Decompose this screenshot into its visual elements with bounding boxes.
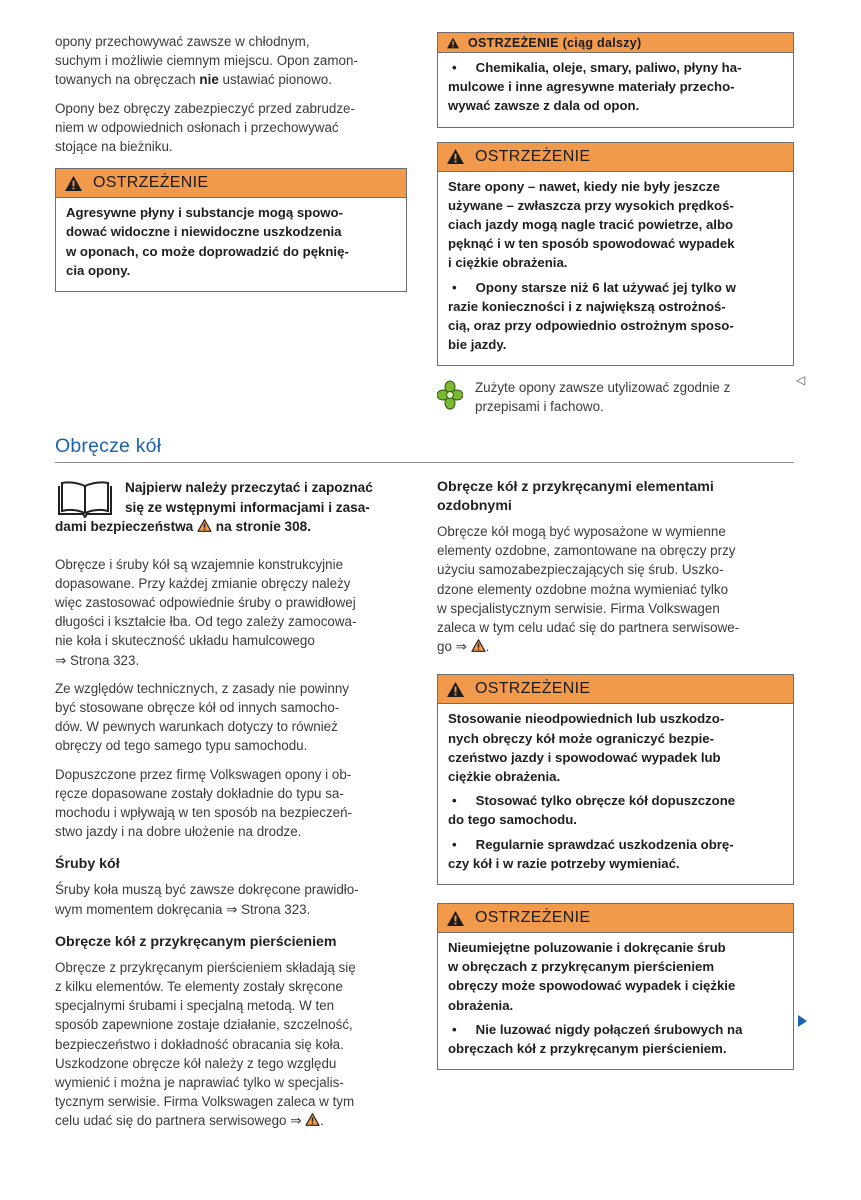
warning-body bbox=[438, 704, 793, 884]
text-line: ciach jazdy mogą nagle tracić powietrze, albo bbox=[448, 217, 734, 233]
text-line: długości i kształcie łba. Od tego zależy zamocowa- bbox=[55, 614, 357, 630]
tire-storage-paragraph bbox=[55, 32, 407, 90]
warning-triangle-icon bbox=[446, 37, 460, 49]
text-line: dopasowane. Przy każdej zmianie obręczy należy bbox=[55, 575, 351, 591]
text-line: stwo jazdy i na dobre ułożenie na drodze. bbox=[55, 824, 302, 840]
warning-header bbox=[438, 143, 793, 172]
warning-box-old-tires bbox=[437, 142, 794, 367]
warning-box-aggressive-fluids bbox=[55, 168, 407, 292]
warning-box-ring-bolts bbox=[437, 903, 794, 1070]
page-reference-link[interactable]: wym momentem dokręcania ⇒ Strona 323. bbox=[55, 901, 311, 917]
text-line bbox=[55, 519, 311, 534]
text-line: pęknąć i w ten sposób spowodować wypadek bbox=[448, 236, 735, 252]
warning-title: OSTRZEŻENIE bbox=[93, 174, 209, 192]
text-line: towanych na obręczach bbox=[55, 72, 200, 88]
text-line: Chemikalia, oleje, smary, paliwo, płyny ha- bbox=[475, 60, 742, 75]
warning-box-continued bbox=[437, 32, 794, 128]
text-line: Obręcze i śruby kół są wzajemnie konstrukcyjnie bbox=[55, 556, 344, 572]
warning-bullet bbox=[448, 278, 785, 355]
warning-triangle-icon[interactable] bbox=[197, 519, 212, 532]
text-line: Stosować tylko obręcze kół dopuszczone bbox=[475, 793, 736, 809]
text-line: ustawiać pionowo. bbox=[218, 72, 332, 88]
warning-bullet bbox=[448, 1020, 785, 1058]
wheel-bolts-heading: Śruby kół bbox=[55, 856, 120, 873]
open-book-icon bbox=[56, 480, 114, 518]
warning-body bbox=[438, 53, 793, 127]
warning-body bbox=[56, 198, 406, 291]
text-line: w obręczach z przykręcanym pierścieniem bbox=[448, 959, 715, 975]
text-line: Nie luzować nigdy połączeń śrubowych na bbox=[475, 1021, 743, 1037]
text-line: . bbox=[320, 1113, 324, 1129]
warning-bullet bbox=[448, 791, 785, 829]
text-line: Śruby koła muszą być zawsze dokręcone prawidło- bbox=[55, 882, 359, 898]
text-line: czeństwo jazdy i spowodować wypadek lub bbox=[448, 749, 721, 765]
text-line: bezpieczeństwo i dokładność obracania się koła. bbox=[55, 1036, 344, 1052]
text-line: sposób zapewnione zostaje działanie, szczelność, bbox=[55, 1017, 353, 1033]
text-line: obręczy od tego samego typu samochodu. bbox=[55, 738, 308, 754]
warning-triangle-icon bbox=[446, 681, 465, 698]
text-line: Stare opony – nawet, kiedy nie były jeszcze bbox=[448, 178, 720, 194]
text-line: się ze wstępnymi informacjami i zasa- bbox=[125, 499, 370, 515]
warning-triangle-icon[interactable] bbox=[471, 639, 486, 652]
warning-header-continued bbox=[438, 33, 793, 53]
decorative-elements-heading bbox=[437, 478, 794, 516]
warning-triangle-icon[interactable] bbox=[305, 1113, 320, 1126]
warning-triangle-icon bbox=[446, 910, 465, 927]
eco-flower-icon bbox=[437, 380, 463, 410]
environment-note bbox=[437, 378, 794, 416]
continue-arrow-icon bbox=[798, 1015, 807, 1027]
emphasis-not: nie bbox=[199, 72, 219, 88]
text-line: dować widoczne i niewidoczne uszkodzenia bbox=[66, 224, 342, 240]
environment-note-text bbox=[475, 378, 730, 416]
text-line: czy kół i w razie potrzeby wymieniać. bbox=[448, 855, 680, 871]
text-line: razie konieczności i z największą ostrożnoś- bbox=[448, 298, 726, 314]
text-line: nych obręczy kół może ograniczyć bezpie- bbox=[448, 730, 715, 746]
text-line: bie jazdy. bbox=[448, 337, 507, 353]
warning-box-unsuitable-rims bbox=[437, 674, 794, 885]
text-line: ręcze dopasowane zostały dokładnie do typu sa- bbox=[55, 785, 344, 801]
right-bottom-column bbox=[437, 478, 794, 1082]
text-line: cią, oraz przy odpowiednio ostrożnym sposo- bbox=[448, 318, 734, 334]
text-line: dzone elementy ozdobne można wymieniać tylko bbox=[437, 581, 729, 597]
text-line: ciężkie obrażenia. bbox=[448, 769, 561, 785]
warning-header bbox=[438, 675, 793, 704]
text-line: specjalnymi śrubami i specjalną metodą. W ten bbox=[55, 998, 335, 1014]
text-line: tycznym serwisie. Firma Volkswagen zaleca w tym bbox=[55, 1094, 355, 1110]
text-line: dami bezpieczeństwa bbox=[55, 519, 198, 534]
approved-tires-paragraph bbox=[55, 765, 405, 842]
warning-text bbox=[448, 177, 785, 273]
technical-reasons-paragraph bbox=[55, 679, 405, 756]
text-line: obręczy może spowodować wypadek i ciężkie bbox=[448, 978, 736, 994]
warning-text bbox=[66, 203, 398, 280]
warning-bullet bbox=[448, 835, 785, 873]
read-first-text bbox=[55, 478, 405, 537]
right-top-column bbox=[437, 32, 794, 416]
decorative-elements-paragraph bbox=[437, 522, 794, 656]
text-line: wywać zawsze z dala od opon. bbox=[448, 98, 640, 114]
text-line: przepisami i fachowo. bbox=[475, 399, 604, 415]
text-line: . bbox=[485, 639, 490, 655]
warning-header bbox=[438, 904, 793, 933]
text-line: do tego samochodu. bbox=[448, 812, 577, 828]
text-line: Opony bez obręczy zabezpieczyć przed zabrudze- bbox=[55, 100, 355, 116]
warning-body bbox=[438, 172, 793, 366]
text-line: opony przechowywać zawsze w chłodnym, bbox=[55, 34, 310, 49]
warning-triangle-icon bbox=[64, 175, 83, 192]
left-bottom-column bbox=[55, 478, 405, 1140]
text-line: go ⇒ bbox=[437, 639, 471, 655]
text-line: Najpierw należy przeczytać i zapoznać bbox=[125, 480, 373, 495]
text-line: w specjalistycznym serwisie. Firma Volkswagen bbox=[437, 600, 720, 616]
text-line: Zużyte opony zawsze utylizować zgodnie z bbox=[475, 380, 731, 396]
text-line: Regularnie sprawdzać uszkodzenia obrę- bbox=[475, 836, 734, 852]
text-line: i ciężkie obrażenia. bbox=[448, 255, 568, 271]
text-line: Obręcze kół z przykręcanymi elementami bbox=[437, 479, 714, 495]
text-line: dów. W pewnych warunkach dotyczy to również bbox=[55, 719, 338, 735]
wheel-bolts-paragraph bbox=[55, 880, 405, 918]
warning-header bbox=[56, 169, 406, 198]
text-line: obręczach kół z przykręcanym pierścieniem. bbox=[448, 1041, 727, 1057]
text-line: Obręcze kół mogą być wyposażone w wymienne bbox=[437, 524, 726, 539]
text-line: stojące na bieżniku. bbox=[55, 139, 173, 155]
warning-body bbox=[438, 933, 793, 1069]
warning-title: OSTRZEŻENIE bbox=[475, 909, 591, 927]
text-line: wymienić i można je naprawiać tylko w specjalis- bbox=[55, 1074, 344, 1090]
warning-bullet bbox=[448, 58, 785, 116]
text-line: Dopuszczone przez firmę Volkswagen opony i ob- bbox=[55, 766, 352, 782]
text-line: suchym i możliwie ciemnym miejscu. Opon zamon- bbox=[55, 53, 358, 69]
warning-title: OSTRZEŻENIE bbox=[475, 680, 591, 698]
tire-cover-paragraph bbox=[55, 99, 407, 157]
text-line: elementy ozdobne, zamontowane na obręczy przy bbox=[437, 543, 736, 559]
text-line: więc zastosować odpowiednie śruby o prawidłowej bbox=[55, 594, 356, 610]
text-line: Stosowanie nieodpowiednich lub uszkodzo- bbox=[448, 711, 725, 727]
left-top-column bbox=[55, 32, 407, 304]
text-line: niem w odpowiednich osłonach i przechowywać bbox=[55, 119, 339, 135]
text-line: cia opony. bbox=[66, 262, 131, 278]
rims-bolts-paragraph bbox=[55, 555, 405, 670]
text-line: Agresywne płyny i substancje mogą spowo- bbox=[66, 205, 344, 221]
text-line: Obręcze z przykręcanym pierścieniem składają się bbox=[55, 959, 356, 975]
text-line: nie koła i skuteczność układu hamulcowego bbox=[55, 633, 315, 649]
text-line: Ze względów technicznych, z zasady nie powinny bbox=[55, 680, 349, 696]
warning-text bbox=[448, 938, 785, 1015]
section-end-mark: ◁ bbox=[796, 373, 806, 387]
text-line: użyciu samozabezpieczających się śrub. Uszko- bbox=[437, 562, 724, 578]
text-line: używane – zwłaszcza przy wysokich prędkoś- bbox=[448, 197, 734, 213]
text-line: z kilku elementów. Te elementy zostały skręcone bbox=[55, 978, 343, 994]
warning-title: OSTRZEŻENIE bbox=[475, 147, 591, 165]
bolted-ring-rims-heading: Obręcze kół z przykręcanym pierścieniem bbox=[55, 933, 337, 950]
text-line: Uszkodzone obręcze kół należy z tego względu bbox=[55, 1055, 337, 1071]
text-line: w oponach, co może doprowadzić do pęknię- bbox=[66, 243, 349, 259]
page-reference-link[interactable]: ⇒ Strona 323. bbox=[55, 652, 140, 668]
text-line: być stosowane obręcze kół od innych samocho- bbox=[55, 699, 340, 715]
page-reference-link[interactable]: na stronie 308. bbox=[212, 519, 312, 534]
section-title: Obręcze kół bbox=[55, 435, 794, 463]
text-line: zaleca w tym celu udać się do partnera serwisowe- bbox=[437, 620, 740, 636]
text-line: mulcowe i inne agresywne materiały przecho- bbox=[448, 79, 735, 95]
text-line: ozdobnymi bbox=[437, 498, 512, 514]
warning-title: OSTRZEŻENIE (ciąg dalszy) bbox=[468, 35, 642, 50]
text-line: celu udać się do partnera serwisowego ⇒ bbox=[55, 1113, 306, 1129]
bolted-ring-rims-paragraph bbox=[55, 958, 405, 1131]
text-line: obrażenia. bbox=[448, 997, 514, 1013]
warning-triangle-icon bbox=[446, 148, 465, 165]
text-line: Opony starsze niż 6 lat używać jej tylko w bbox=[475, 279, 736, 295]
warning-text bbox=[448, 709, 785, 786]
read-first-note bbox=[55, 478, 405, 537]
text-line: mochodu i wpływają w ten sposób na bezpieczeń- bbox=[55, 804, 352, 820]
text-line: Nieumiejętne poluzowanie i dokręcanie śrub bbox=[448, 940, 726, 956]
